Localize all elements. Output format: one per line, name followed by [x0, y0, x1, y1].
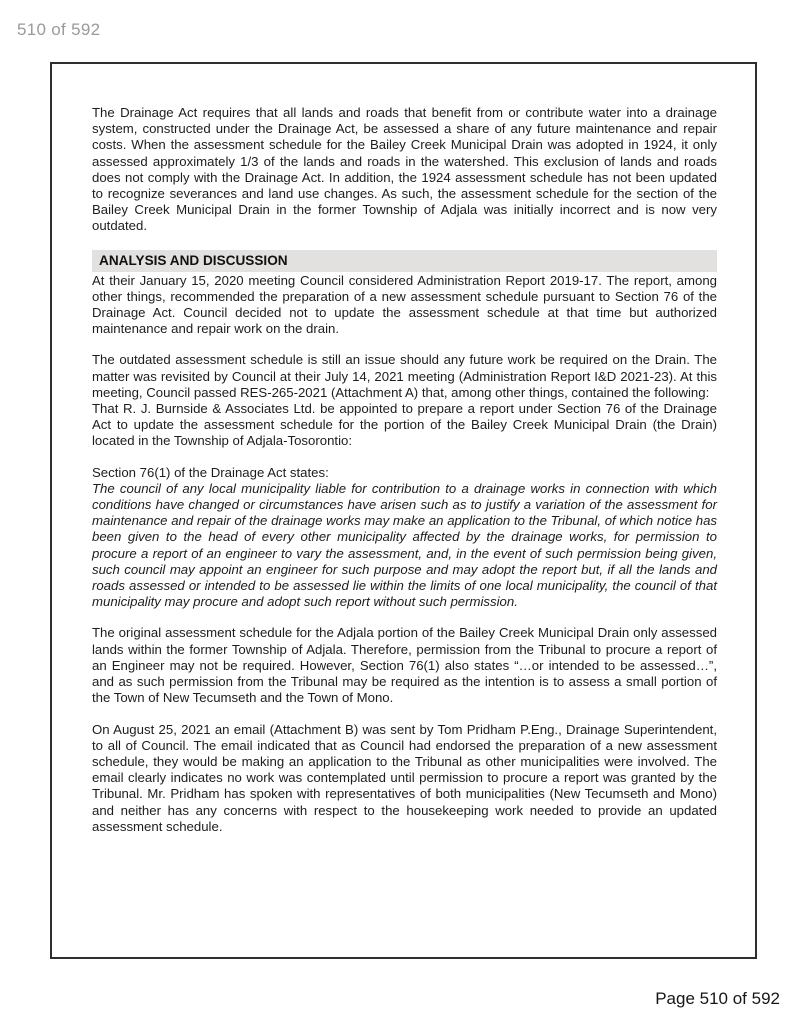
- section-heading-analysis-and-discussion: ANALYSIS AND DISCUSSION: [92, 250, 717, 272]
- analysis-paragraph-1: At their January 15, 2020 meeting Council considered Administration Report 2019-17. The report, among other things, recommended the preparation of a new assessment schedule pursuant to Section 76 of the Drainage Act. Council decided not to update the assessment schedule at that time but authorized maintenance and repair work on the drain.: [92, 272, 717, 337]
- page-content: [52, 64, 755, 835]
- section76-quote: The council of any local municipality liable for contribution to a drainage works in connection with which conditions have changed or circumstances have arisen such as to justify a variation of the assessment for maintenance and repair of the drainage works may make an application to the Tribunal, of which notice has been given to the head of every other municipality affected by the drainage works, for permission to procure a report of an engineer to vary the assessment, and, in the event of such permission being given, such council may appoint an engineer for such purpose and may adopt the report but, if all the lands and roads assessed or intended to be assessed lie within the limits of one local municipality, the council of that municipality may procure and adopt such report without such permission.: [92, 480, 717, 610]
- page-indicator-top: 510 of 592: [17, 20, 101, 39]
- resolution-text: That R. J. Burnside & Associates Ltd. be appointed to prepare a report under Section 76 of the Drainage Act to update the assessment schedule for the portion of the Bailey Creek Municipal Drain (the Drain) located in the Township of Adjala-Tosorontio:: [92, 401, 717, 449]
- intro-paragraph: The Drainage Act requires that all lands and roads that benefit from or contribute water into a drainage system, constructed under the Drainage Act, be assessed a share of any future maintenance and repair costs. When the assessment schedule for the Bailey Creek Municipal Drain was adopted in 1924, it only assessed approximately 1/3 of the lands and roads in the watershed. This exclusion of lands and roads does not comply with the Drainage Act. In addition, the 1924 assessment schedule has not been updated to recognize severances and land use changes. As such, the assessment schedule for the section of the Bailey Creek Municipal Drain in the former Township of Adjala was initially incorrect and is now very outdated.: [92, 105, 717, 234]
- document-page: [50, 62, 757, 959]
- email-paragraph: On August 25, 2021 an email (Attachment B) was sent by Tom Pridham P.Eng., Drainage Superintendent, to all of Council. The email indicated that as Council had endorsed the preparation of a new assessment schedule, they would be making an application to the Tribunal as other municipalities were involved. The email clearly indicates no work was contemplated until permission to procure a report was granted by the Tribunal. Mr. Pridham has spoken with representatives of both municipalities (New Tecumseth and Mono) and neither has any concerns with respect to the housekeeping work needed to provide an updated assessment schedule.: [92, 721, 717, 834]
- adjala-paragraph: The original assessment schedule for the Adjala portion of the Bailey Creek Municipal Drain only assessed lands within the former Township of Adjala. Therefore, permission from the Tribunal to procure a report of an Engineer may not be required. However, Section 76(1) also states “…or intended to be assessed…”, and as such permission from the Tribunal may be required as the intention is to assess a small portion of the Town of New Tecumseth and the Town of Mono.: [92, 625, 717, 706]
- page-indicator-bottom: Page 510 of 592: [655, 989, 780, 1008]
- analysis-paragraph-2: The outdated assessment schedule is still an issue should any future work be required on the Drain. The matter was revisited by Council at their July 14, 2021 meeting (Administration Report I&D 2021-23). At this meeting, Council passed RES-265-2021 (Attachment A) that, among other things, contained the following:: [92, 352, 717, 400]
- section76-intro: Section 76(1) of the Drainage Act states:: [92, 464, 329, 480]
